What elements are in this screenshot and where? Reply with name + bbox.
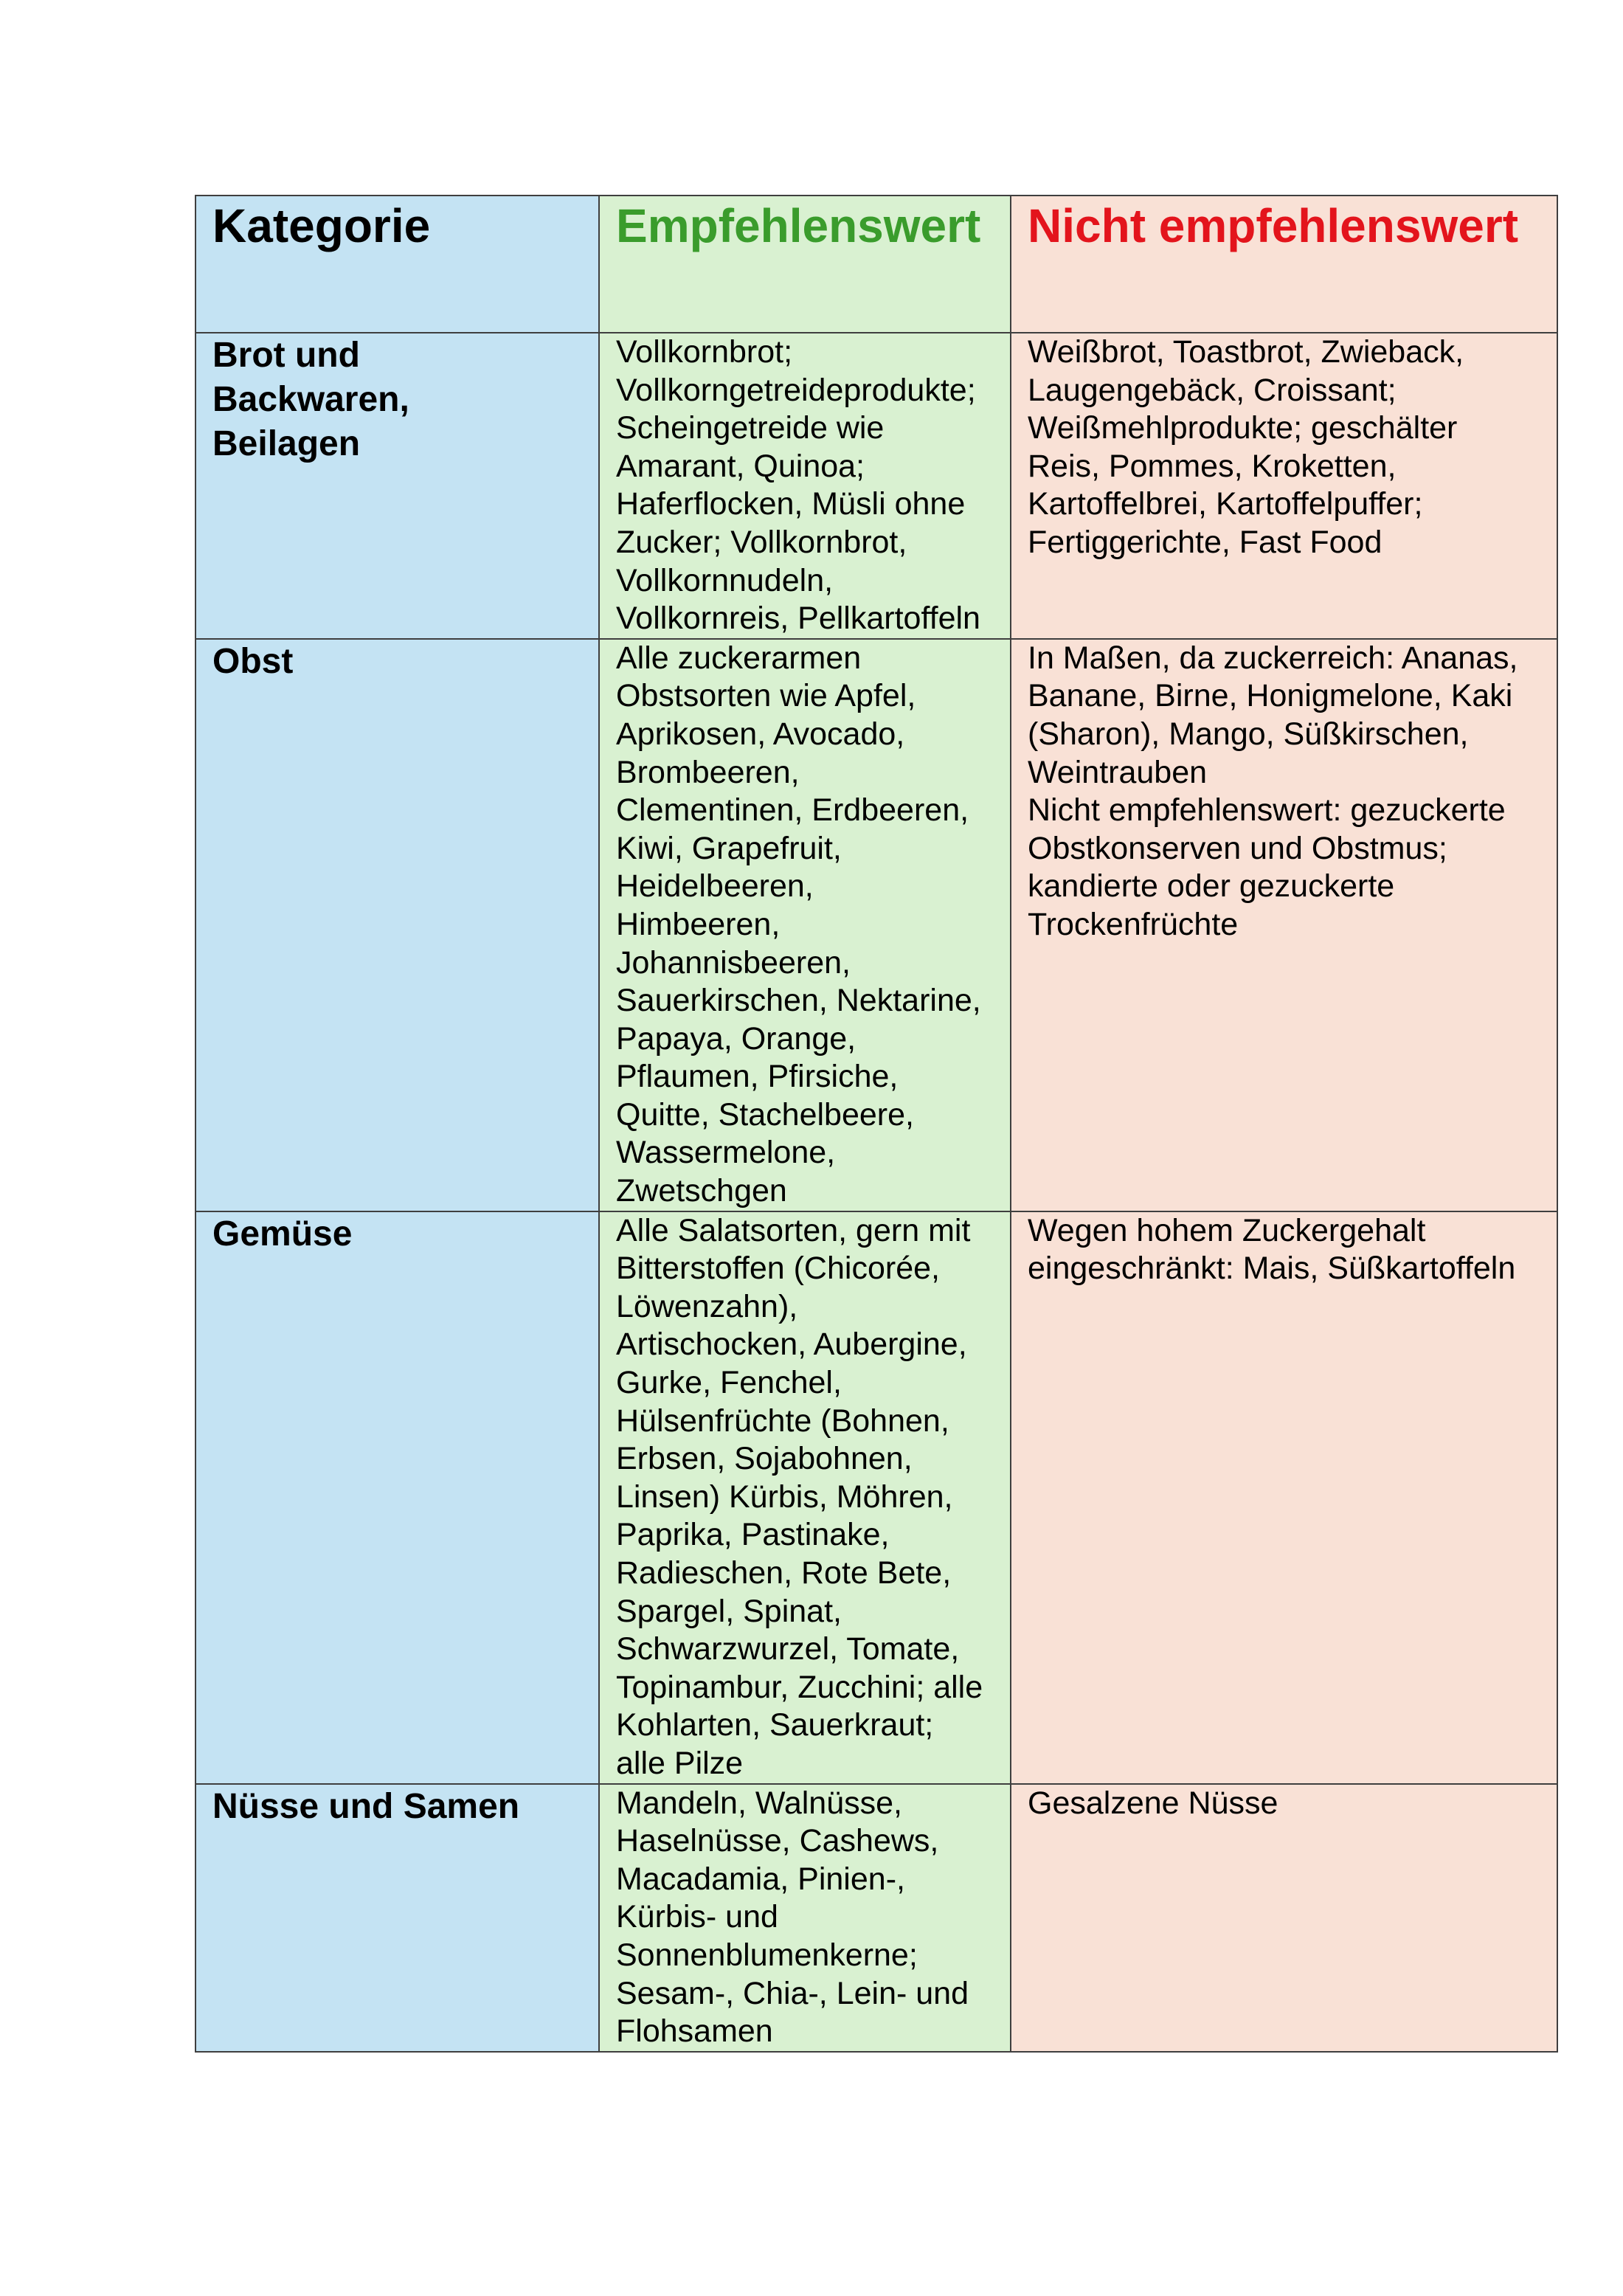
header-recommended: Empfehlenswert	[599, 196, 1011, 333]
recommended-cell: Alle zuckerarmen Obstsorten wie Apfel, Aprikosen, Avocado, Brombeeren, Clementinen, Erdbeeren, Kiwi, Grapefruit, Heidelbeeren, Himbeeren, Johannisbeeren, Sauerkirschen, Nektarine, Papaya, Orange, Pflaumen, Pfirsiche, Quitte, Stachelbeere, Wassermelone, Zwetschgen	[599, 639, 1011, 1211]
recommended-cell: Alle Salatsorten, gern mit Bitterstoffen (Chicorée, Löwenzahn), Artischocken, Aubergine, Gurke, Fenchel, Hülsenfrüchte (Bohnen, Erbsen, Sojabohnen, Linsen) Kürbis, Möhren, Paprika, Pastinake, Radieschen, Rote Bete, Spargel, Spinat, Schwarzwurzel, Tomate, Topinambur, Zucchini; alle Kohlarten, Sauerkraut; alle Pilze	[599, 1211, 1011, 1784]
table-header-row	[195, 196, 1557, 333]
header-not-recommended: Nicht empfehlenswert	[1011, 196, 1557, 333]
category-cell: Nüsse und Samen	[195, 1784, 599, 2052]
not-recommended-cell: Weißbrot, Toastbrot, Zwieback, Laugengebäck, Croissant; Weißmehlprodukte; geschälter Reis, Pommes, Kroketten, Kartoffelbrei, Kartoffelpuffer; Fertiggerichte, Fast Food	[1011, 333, 1557, 639]
table-row	[195, 1784, 1557, 2052]
food-recommendation-table	[195, 195, 1558, 2053]
recommended-cell: Mandeln, Walnüsse, Haselnüsse, Cashews, Macadamia, Pinien-, Kürbis- und Sonnenblumenkerne; Sesam-, Chia-, Lein- und Flohsamen	[599, 1784, 1011, 2052]
category-cell: Gemüse	[195, 1211, 599, 1784]
not-recommended-cell: In Maßen, da zuckerreich: Ananas, Banane, Birne, Honigmelone, Kaki (Sharon), Mango, Süßkirschen, Weintrauben Nicht empfehlenswert: gezuckerte Obstkonserven und Obstmus; kandierte oder gezuckerte Trockenfrüchte	[1011, 639, 1557, 1211]
category-cell: Obst	[195, 639, 599, 1211]
table-row	[195, 333, 1557, 639]
not-recommended-cell: Wegen hohem Zuckergehalt eingeschränkt: Mais, Süßkartoffeln	[1011, 1211, 1557, 1784]
not-recommended-cell: Gesalzene Nüsse	[1011, 1784, 1557, 2052]
table-row	[195, 1211, 1557, 1784]
table-row	[195, 639, 1557, 1211]
recommended-cell: Vollkornbrot; Vollkorngetreideprodukte; Scheingetreide wie Amarant, Quinoa; Haferflocken, Müsli ohne Zucker; Vollkornbrot, Vollkornnudeln, Vollkornreis, Pellkartoffeln	[599, 333, 1011, 639]
category-cell: Brot und Backwaren, Beilagen	[195, 333, 599, 639]
header-category: Kategorie	[195, 196, 599, 333]
